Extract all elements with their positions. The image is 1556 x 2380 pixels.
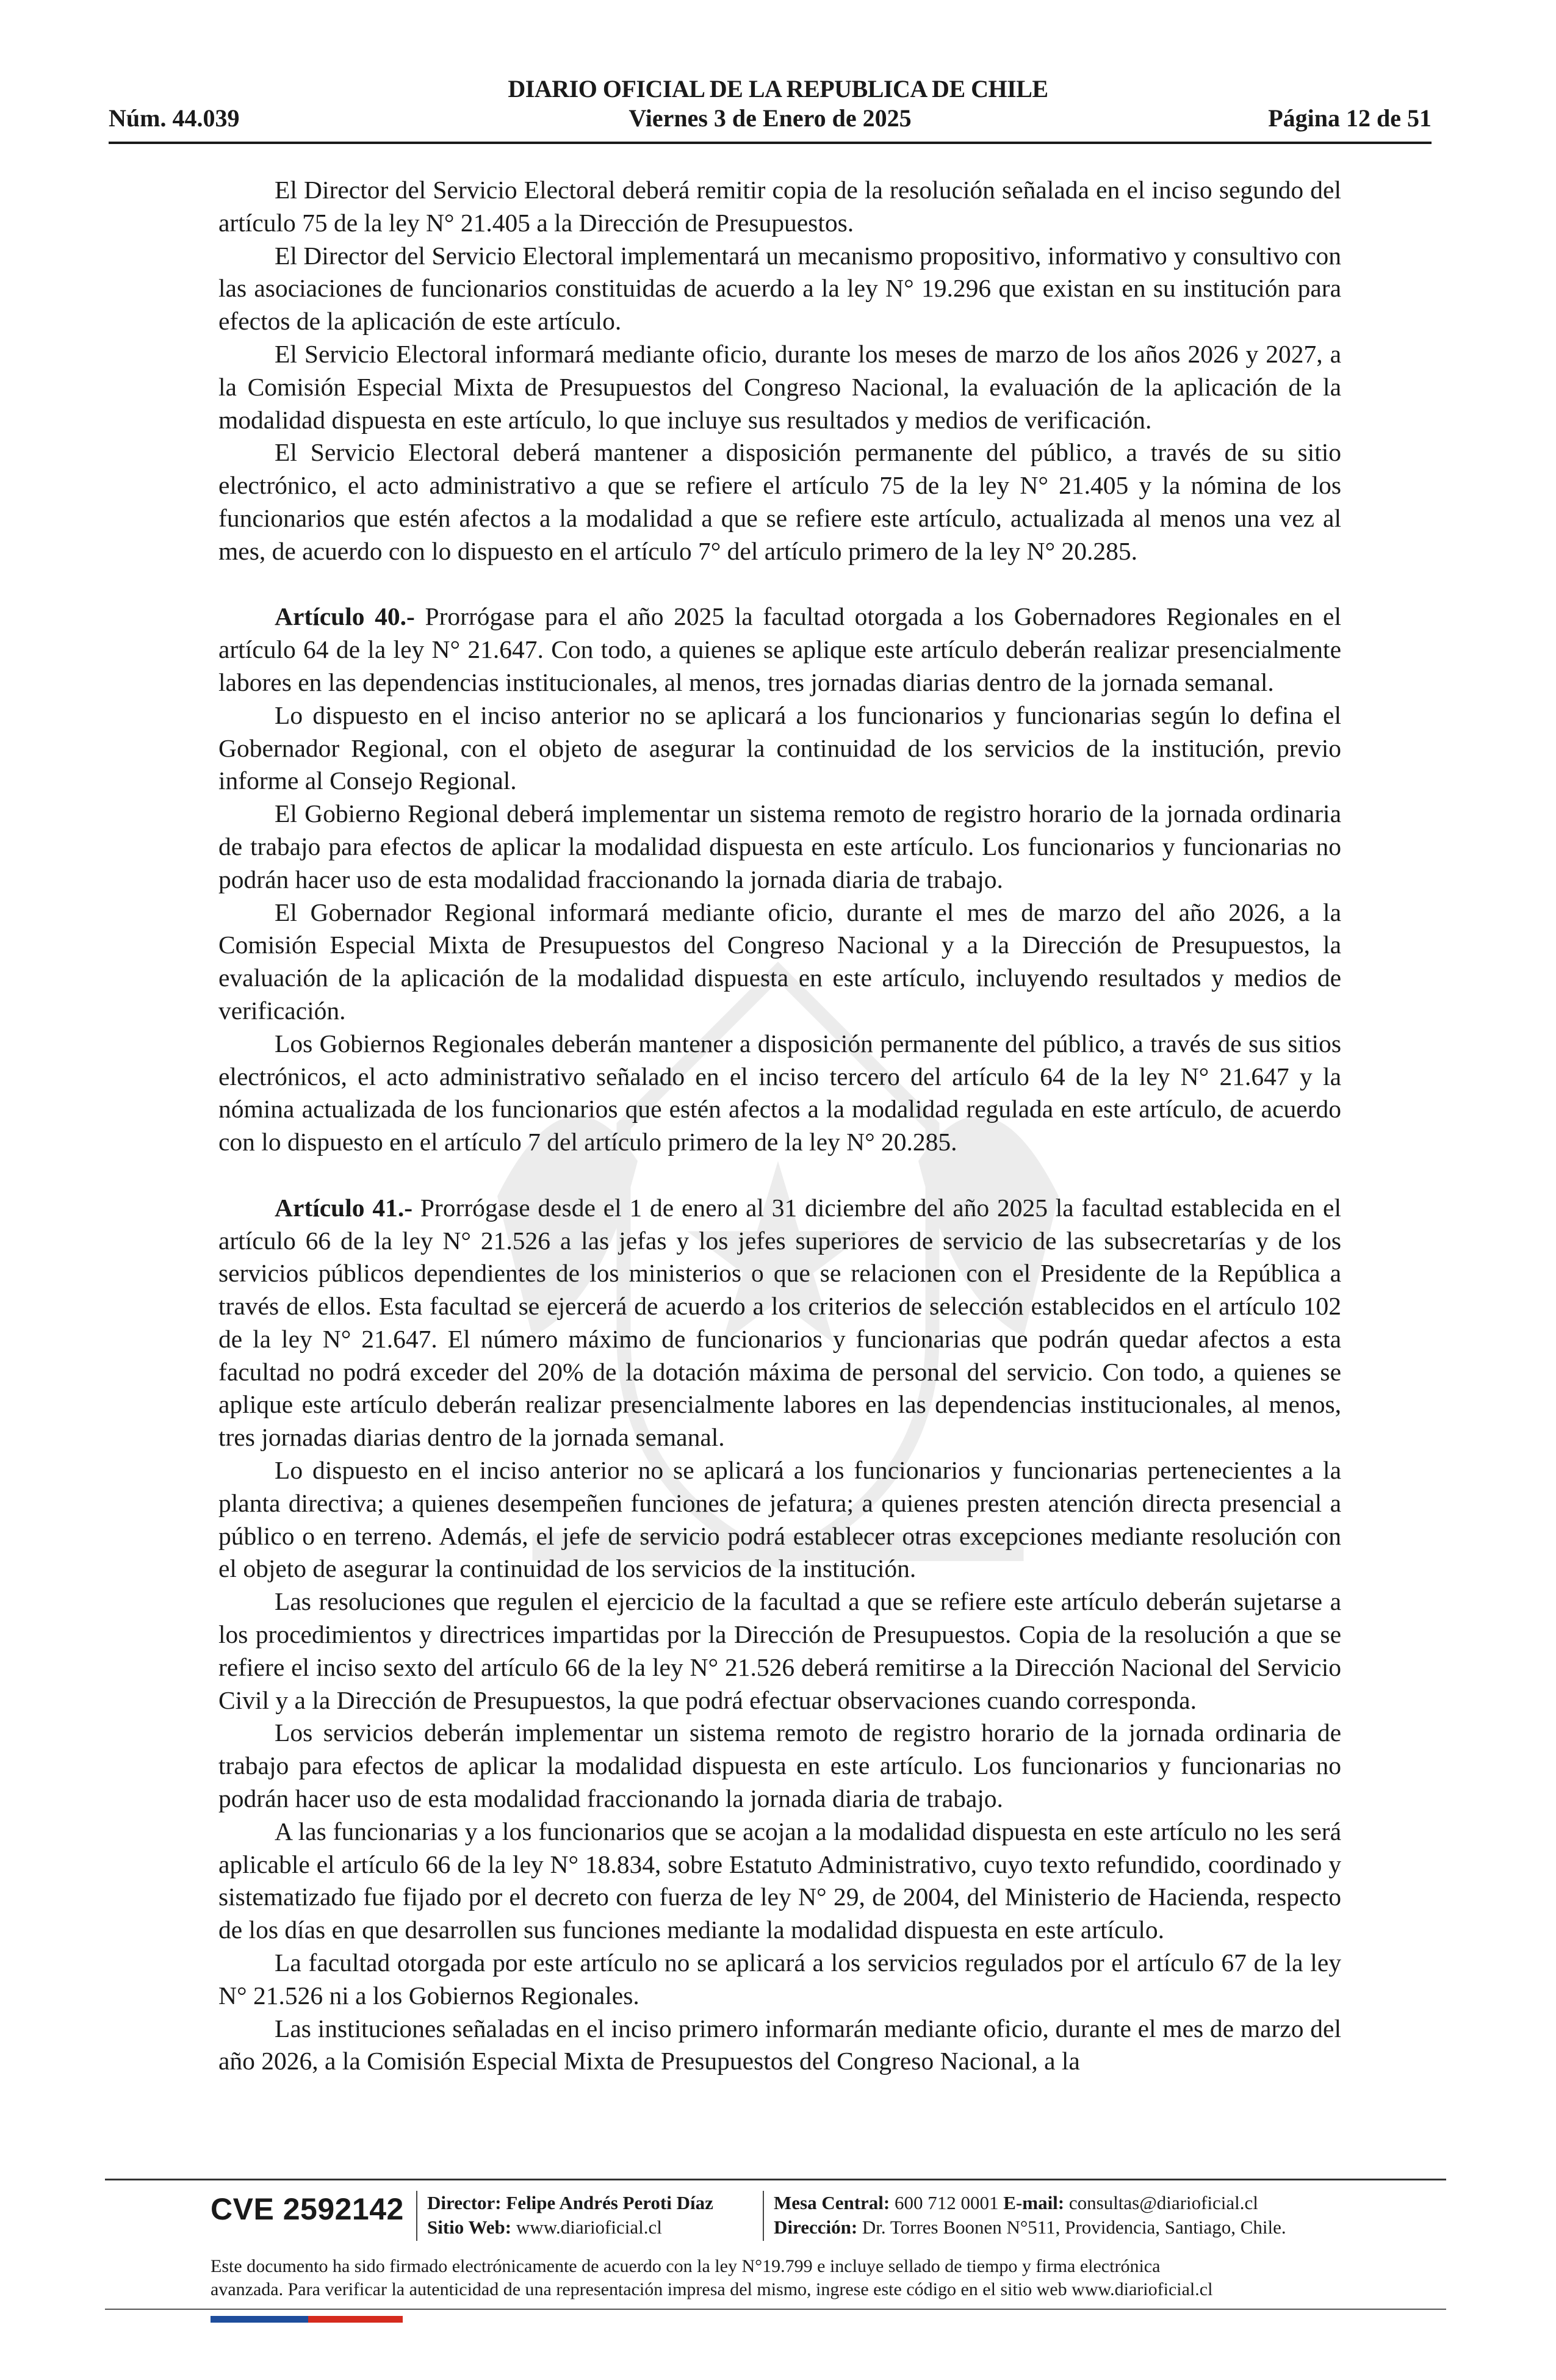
paragraph: Lo dispuesto en el inciso anterior no se aplicará a los funcionarios y funcionarias según lo defina el Gobernador Regional, con el objeto de asegurar la continuidad de los servicios de la institución, previo informe al Consejo Regional. — [218, 701, 1341, 795]
phone-number: 600 712 0001 — [895, 2192, 999, 2213]
paragraph: Las resoluciones que regulen el ejercicio de la facultad a que se refiere este artículo deberán sujetarse a los procedimientos y directrices impartidas por la Dirección de Presupuestos. Copia de la resolución a que se refiere el inciso sexto del artículo 66 de la ley N° 21.526 deberá remitirse a la Dirección Nacional del Servicio Civil y a la Dirección de Presupuestos, la que podrá efectuar observaciones cuando corresponda. — [218, 1587, 1341, 1714]
header-divider — [109, 142, 1432, 144]
paragraph: El Director del Servicio Electoral deberá remitir copia de la resolución señalada en el inciso segundo del artículo 75 de la ley N° 21.405 a la Dirección de Presupuestos. — [218, 176, 1341, 237]
document-body — [218, 174, 1341, 2078]
paragraph: El Servicio Electoral deberá mantener a disposición permanente del público, a través de su sitio electrónico, el acto administrativo a que se refiere el artículo 75 de la ley N° 21.405 y la nómina de los funcionarios que estén afectos a la modalidad a que se refiere este artículo, actualizada al menos una vez al mes, de acuerdo con lo dispuesto en el artículo 7° del artículo primero de la ley N° 20.285. — [218, 438, 1341, 565]
director-name: Felipe Andrés Peroti Díaz — [506, 2192, 713, 2213]
article-heading: Artículo 41.- — [275, 1193, 413, 1222]
paragraph: Lo dispuesto en el inciso anterior no se aplicará a los funcionarios y funcionarias pertenecientes a la planta directiva; a quienes desempeñen funciones de jefatura; a quienes presten atención directa presencial a público o en terreno. Además, el jefe de servicio podrá establecer otras excepciones mediante resolución con el objeto de asegurar la continuidad de los servicios de la institución. — [218, 1456, 1341, 1583]
address: Dr. Torres Boonen N°511, Providencia, Santiago, Chile. — [862, 2216, 1286, 2238]
footer-separator — [763, 2191, 764, 2241]
paragraph: Los Gobiernos Regionales deberán mantener a disposición permanente del público, a través de sus sitios electrónicos, el acto administrativo señalado en el inciso tercero del artículo 64 de la ley N° 21.647 y la nómina actualizada de los funcionarios que estén afectos a la modalidad regulada en este artículo, de acuerdo con lo dispuesto en el artículo 7 del artículo primero de la ley N° 20.285. — [218, 1029, 1341, 1156]
publication-date: Viernes 3 de Enero de 2025 — [629, 104, 912, 132]
footer-divider-bottom — [105, 2309, 1446, 2310]
paragraph: El Servicio Electoral informará mediante oficio, durante los meses de marzo de los años 2026 y 2027, a la Comisión Especial Mixta de Presupuestos del Congreso Nacional, la evaluación de la aplicación de la modalidad dispuesta en este artículo, lo que incluye sus resultados y medios de verificación. — [218, 339, 1341, 434]
footer-director-block: Director: Felipe Andrés Peroti Díaz Sitio Web: www.diarioficial.cl — [427, 2192, 713, 2238]
footer-divider-top — [105, 2179, 1446, 2180]
paragraph: Los servicios deberán implementar un sistema remoto de registro horario de la jornada ordinaria de trabajo para efectos de aplicar la modalidad dispuesta en este artículo. Los funcionarios y funcionarias no podrán hacer uso de esta modalidad fraccionando la jornada diaria de trabajo. — [218, 1718, 1341, 1813]
page-number: Página 12 de 51 — [1268, 104, 1432, 132]
issue-number: Núm. 44.039 — [109, 104, 240, 132]
paragraph: La facultad otorgada por este artículo no se aplicará a los servicios regulados por el artículo 67 de la ley N° 21.526 ni a los Gobiernos Regionales. — [218, 1949, 1341, 2010]
footer-contact-block: Mesa Central: 600 712 0001 E-mail: consultas@diarioficial.cl Dirección: Dr. Torres Boonen N°511, Providencia, Santiago, Chile. — [774, 2192, 1286, 2238]
article-40-paragraph: Artículo 40.- Prorrógase para el año 2025 la facultad otorgada a los Gobernadores Regionales en el artículo 64 de la ley N° 21.647. Con todo, a quienes se aplique este artículo deberán realizar presencialmente labores en las dependencias institucionales, al menos, tres jornadas diarias dentro de la jornada semanal. — [218, 602, 1341, 696]
paragraph: El Director del Servicio Electoral implementará un mecanismo propositivo, informativo y consultivo con las asociaciones de funcionarios constituidas de acuerdo a la ley N° 19.296 que existan en su institución para efectos de la aplicación de este artículo. — [218, 241, 1341, 336]
paragraph: Las instituciones señaladas en el inciso primero informarán mediante oficio, durante el mes de marzo del año 2026, a la Comisión Especial Mixta de Presupuestos del Congreso Nacional, a la — [218, 2014, 1341, 2075]
legal-notice: Este documento ha sido firmado electrónicamente de acuerdo con la ley N°19.799 e incluye sellado de tiempo y firma electrónica avanzada. Para verificar la autenticidad de una representación impresa del mismo, ingrese este código en el sitio web www.diarioficial.cl — [211, 2256, 1213, 2299]
publication-title: DIARIO OFICIAL DE LA REPUBLICA DE CHILE — [508, 75, 1048, 103]
website-link[interactable]: www.diarioficial.cl — [516, 2216, 662, 2238]
footer-separator — [416, 2191, 417, 2241]
cve-code: CVE 2592142 — [211, 2192, 404, 2226]
paragraph: A las funcionarias y a los funcionarios que se acojan a la modalidad dispuesta en este artículo no les será aplicable el artículo 66 de la ley N° 18.834, sobre Estatuto Administrativo, cuyo texto refundido, coordinado y sistematizado fue fijado por el decreto con fuerza de ley N° 29, de 2004, del Ministerio de Hacienda, respecto de los días en que desarrollen sus funciones mediante la modalidad dispuesta en este artículo. — [218, 1817, 1341, 1944]
paragraph: El Gobierno Regional deberá implementar un sistema remoto de registro horario de la jornada ordinaria de trabajo para efectos de aplicar la modalidad dispuesta en este artículo. Los funcionarios y funcionarias no podrán hacer uso de esta modalidad fraccionando la jornada diaria de trabajo. — [218, 799, 1341, 893]
email-link[interactable]: consultas@diarioficial.cl — [1068, 2192, 1258, 2213]
article-heading: Artículo 40.- — [275, 602, 415, 631]
flag-stripe-blue — [211, 2316, 308, 2323]
flag-stripe-red — [308, 2316, 403, 2323]
header-row — [109, 104, 1432, 134]
paragraph: El Gobernador Regional informará mediante oficio, durante el mes de marzo del año 2026, a la Comisión Especial Mixta de Presupuestos del Congreso Nacional y a la Dirección de Presupuestos, la evaluación de la aplicación de la modalidad dispuesta en este artículo, incluyendo resultados y medios de verificación. — [218, 898, 1341, 1025]
article-41-paragraph: Artículo 41.- Prorrógase desde el 1 de enero al 31 diciembre del año 2025 la facultad establecida en el artículo 66 de la ley N° 21.526 a las jefas y los jefes superiores de servicio de las subsecretarías y de los servicios públicos dependientes de los ministerios o que se relacionen con el Presidente de la República a través de ellos. Esta facultad se ejercerá de acuerdo a los criterios de selección establecidos en el artículo 102 de la ley N° 21.647. El número máximo de funcionarios y funcionarias que podrán quedar afectos a esta facultad no podrá exceder del 20% de la dotación máxima de personal del servicio. Con todo, a quienes se aplique este artículo deberán realizar presencialmente labores en las dependencias institucionales, al menos, tres jornadas diarias dentro de la jornada semanal. — [218, 1193, 1341, 1452]
